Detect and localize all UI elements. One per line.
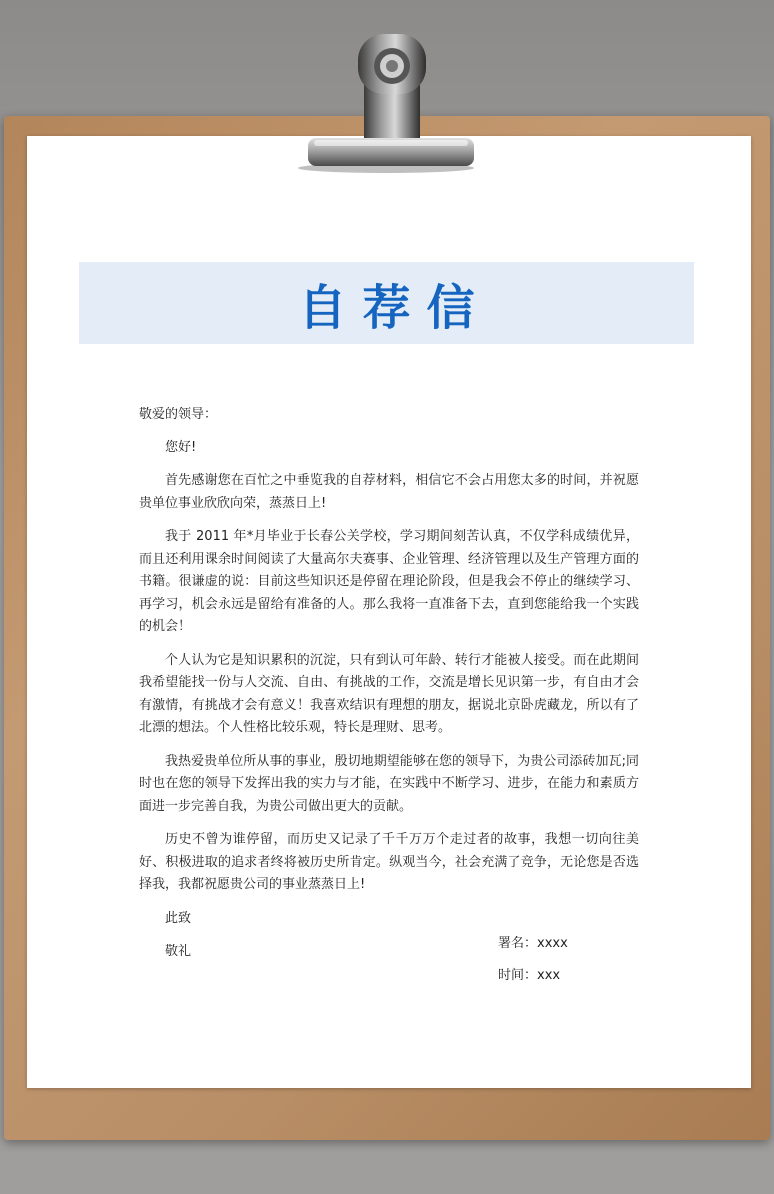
title-banner: [79, 262, 694, 344]
paragraph-3: 个人认为它是知识累积的沉淀，只有到认可年龄、转行才能被人接受。而在此期间我希望能找一份与人交流、自由、有挑战的工作，交流是增长见识第一步，有自由才会有激情，有挑战才会有意义！我喜欢结识有理想的朋友，据说北京卧虎藏龙，所以有了北漂的想法。个人性格比较乐观，特长是理财、思考。: [139, 652, 639, 735]
paragraph-4: 我热爱贵单位所从事的事业，殷切地期望能够在您的领导下，为贵公司添砖加瓦;同时也在您的领导下发挥出我的实力与才能，在实践中不断学习、进步，在能力和素质方面进一步完善自我，为贵公司做出更大的贡献。: [139, 753, 639, 814]
greeting: 敬爱的领导：: [139, 407, 218, 422]
closing-line-1: 此致: [165, 910, 192, 926]
closing-line-2: 敬礼: [165, 944, 192, 959]
binder-clip-icon: [294, 26, 478, 176]
letter-body: [139, 404, 639, 975]
paragraph-2: 我于 2011 年*月毕业于长春公关学校，学习期间刻苦认真，不仅学科成绩优异，而且还利用课余时间阅读了大量高尔夫赛事、企业管理、经济管理以及生产管理方面的书籍。很谦虚的说：目前这些知识还是停留在理论阶段，但是我会不停止的继续学习、再学习，机会永远是留给有准备的人。那么我将一直准备下去，直到您能给我一个实践的机会！: [139, 529, 639, 634]
paragraph-5: 历史不曾为谁停留，而历史又记录了千千万万个走过者的故事，我想一切向往美好、积极进取的追求者终将被历史所肯定。纵观当今，社会充满了竞争，无论您是否选择我，我都祝愿贵公司的事业蒸蒸日上!: [139, 832, 639, 892]
hello-line: 您好!: [165, 439, 197, 455]
signature: 署名：xxxx: [498, 936, 568, 951]
page-title: 自荐信: [298, 279, 491, 336]
paragraph-1: 首先感谢您在百忙之中垂览我的自荐材料，相信它不会占用您太多的时间，并祝愿贵单位事业欣欣向荣，蒸蒸日上!: [139, 473, 639, 511]
date: 时间：xxx: [498, 968, 561, 983]
